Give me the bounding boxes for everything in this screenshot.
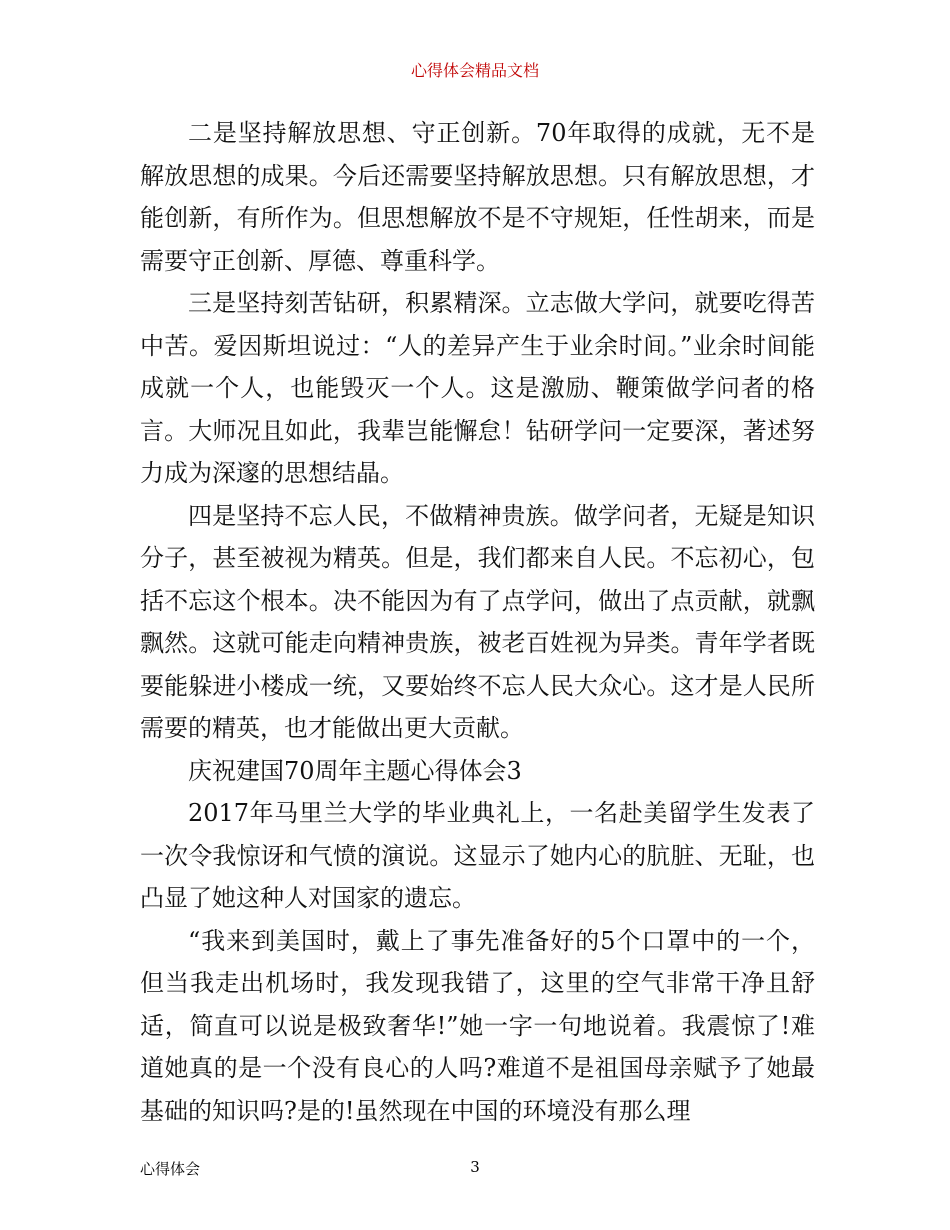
paragraph: 2017年马里兰大学的毕业典礼上，一名赴美留学生发表了一次令我惊讶和气愤的演说。这显示了她内心的肮脏、无耻，也凸显了她这种人对国家的遗忘。 <box>140 799 815 912</box>
page-header-title: 心得体会精品文档 <box>410 61 539 80</box>
document-body <box>140 112 815 1132</box>
page-number: 3 <box>470 1158 480 1176</box>
paragraph: 二是坚持解放思想、守正创新。70年取得的成就，无不是解放思想的成果。今后还需要坚持解放思想。只有解放思想，才能创新，有所作为。但思想解放不是不守规矩，任性胡来，而是需要守正创新、厚德、尊重科学。 <box>140 119 815 275</box>
section-heading: 庆祝建国70周年主题心得体会3 <box>188 756 522 785</box>
paragraph: 三是坚持刻苦钻研，积累精深。立志做大学问，就要吃得苦中苦。爱因斯坦说过：“人的差异产生于业余时间。”业余时间能成就一个人，也能毁灭一个人。这是激励、鞭策做学问者的格言。大师况且如此，我辈岂能懈怠！钻研学问一定要深，著述努力成为深邃的思想结晶。 <box>140 289 815 487</box>
footer-label: 心得体会 <box>140 1160 201 1178</box>
paragraph: “我来到美国时，戴上了事先准备好的5个口罩中的一个，但当我走出机场时，我发现我错了，这里的空气非常干净且舒适，简直可以说是极致奢华!”她一字一句地说着。我震惊了!难道她真的是一个没有良心的人吗?难道不是祖国母亲赋予了她最基础的知识吗?是的!虽然现在中国的环境没有那么理 <box>140 926 815 1125</box>
paragraph: 四是坚持不忘人民，不做精神贵族。做学问者，无疑是知识分子，甚至被视为精英。但是，我们都来自人民。不忘初心，包括不忘这个根本。决不能因为有了点学问，做出了点贡献，就飘飘然。这就可能走向精神贵族，被老百姓视为异类。青年学者既要能躲进小楼成一统，又要始终不忘人民大众心。这才是人民所需要的精英，也才能做出更大贡献。 <box>140 501 815 742</box>
